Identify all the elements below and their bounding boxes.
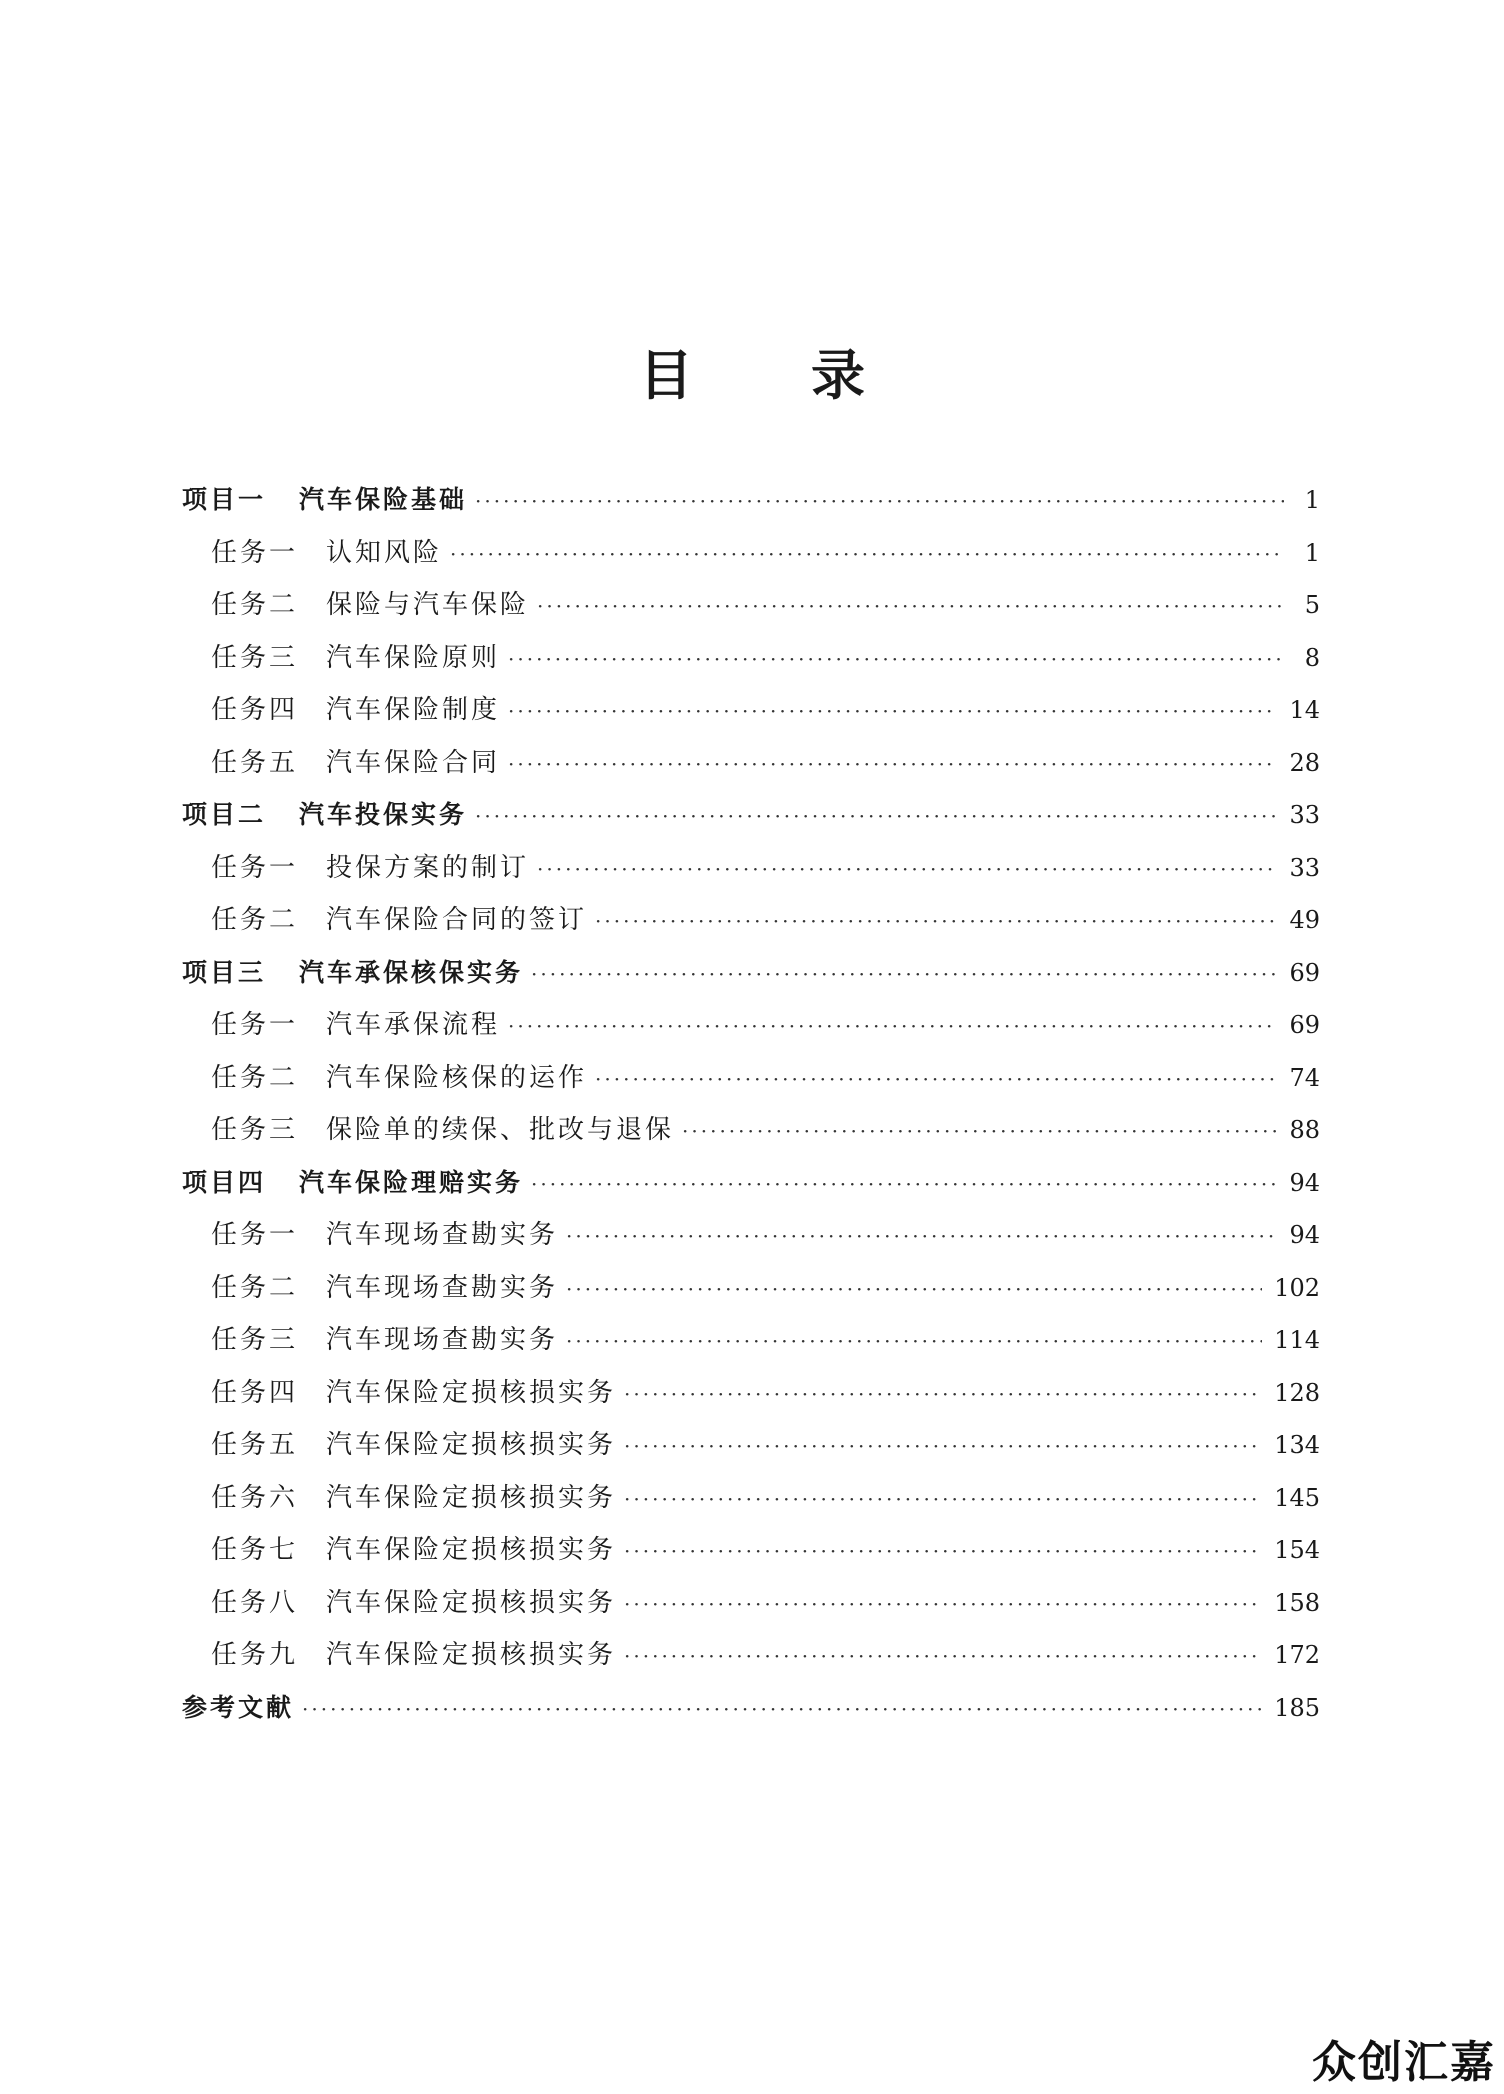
toc-task-entry[interactable] [182,1524,1320,1577]
toc-task-entry[interactable] [182,894,1320,947]
dot-leader [537,843,1277,896]
dot-leader [508,633,1284,686]
dot-leader [682,1105,1277,1158]
dot-leader [475,790,1277,843]
dot-leader [302,1683,1262,1736]
toc-entry-label: 参考文献 [182,1692,295,1722]
toc-task-entry[interactable] [182,1577,1320,1630]
toc-entry-number: 任务六 [211,1482,299,1513]
toc-page-number: 28 [1289,748,1320,777]
toc-task-entry[interactable] [182,1629,1320,1682]
toc-entry-number: 任务八 [211,1587,299,1618]
toc-page-number: 33 [1289,801,1320,829]
toc-entry-label: 保险单的续保、批改与退保 [326,1115,675,1145]
toc-page-number: 128 [1274,1378,1320,1407]
dot-leader [624,1420,1262,1473]
toc-entry-number: 任务三 [211,1325,299,1355]
toc-entry-label: 汽车保险基础 [299,485,468,514]
toc-project-entry[interactable] [182,1682,1320,1735]
table-of-contents [182,474,1320,1734]
dot-leader [508,1000,1277,1053]
toc-entry-number: 任务一 [211,1010,299,1040]
toc-entry-label: 认知风险 [326,537,443,568]
toc-page-number: 134 [1274,1431,1320,1459]
dot-leader [531,948,1277,1001]
dot-leader [475,475,1284,528]
toc-page-number: 102 [1274,1273,1320,1302]
toc-entry-number: 任务二 [211,590,299,620]
dot-leader [508,738,1277,791]
page-title-char-2: 录 [811,344,865,408]
toc-page-number: 14 [1289,696,1320,724]
toc-task-entry[interactable] [182,1262,1320,1315]
toc-page-number: 5 [1304,591,1320,619]
toc-entry-number: 任务二 [211,1062,299,1093]
dot-leader [566,1263,1262,1316]
toc-entry-label: 汽车承保流程 [326,1010,501,1040]
dot-leader [508,685,1277,738]
toc-task-entry[interactable] [182,579,1320,632]
dot-leader [450,528,1284,581]
toc-entry-number: 任务四 [211,1377,299,1408]
toc-page-number: 49 [1289,906,1320,934]
toc-task-entry[interactable] [182,1472,1320,1525]
toc-entry-number: 项目四 [182,1167,267,1197]
toc-entry-number: 任务一 [211,852,299,883]
toc-entry-label: 汽车保险定损核损实务 [326,1482,617,1513]
toc-project-entry[interactable] [182,947,1320,1000]
toc-entry-label: 汽车保险核保的运作 [326,1062,588,1093]
toc-task-entry[interactable] [182,632,1320,685]
toc-page-number: 69 [1289,1011,1320,1039]
dot-leader [624,1368,1262,1421]
toc-task-entry[interactable] [182,1419,1320,1472]
toc-entry-label: 汽车保险定损核损实务 [326,1430,617,1460]
toc-entry-label: 汽车保险合同的签订 [326,905,588,935]
toc-page-number: 33 [1289,853,1320,882]
toc-page-number: 8 [1304,643,1320,672]
toc-page-number: 185 [1274,1693,1320,1722]
toc-entry-label: 汽车保险定损核损实务 [326,1640,617,1670]
toc-entry-number: 任务二 [211,1272,299,1303]
watermark-logo: 众创汇嘉 [1312,2037,1496,2088]
toc-entry-number: 任务三 [211,1115,299,1145]
toc-task-entry[interactable] [182,527,1320,580]
toc-entry-label: 汽车保险定损核损实务 [326,1535,617,1565]
toc-entry-number: 任务二 [211,905,299,935]
dot-leader [624,1578,1262,1631]
dot-leader [624,1473,1262,1526]
toc-page-number: 114 [1274,1326,1320,1354]
toc-entry-number: 任务五 [211,1430,299,1460]
toc-page-number: 74 [1289,1063,1320,1092]
toc-entry-label: 汽车保险合同 [326,747,501,778]
toc-entry-number: 任务九 [211,1640,299,1670]
toc-task-entry[interactable] [182,1367,1320,1420]
toc-page-number: 1 [1304,486,1320,514]
dot-leader [595,895,1277,948]
toc-entry-label: 投保方案的制订 [326,852,530,883]
toc-entry-number: 项目一 [182,485,267,514]
toc-entry-number: 任务一 [211,1220,299,1250]
dot-leader [595,1053,1277,1106]
toc-entry-number: 项目二 [182,800,267,829]
page-title [0,336,1504,416]
dot-leader [624,1525,1262,1578]
toc-entry-label: 汽车现场查勘实务 [326,1325,559,1355]
toc-task-entry[interactable] [182,1209,1320,1262]
toc-entry-number: 任务一 [211,537,299,568]
toc-entry-label: 汽车现场查勘实务 [326,1272,559,1303]
toc-page-number: 69 [1289,958,1320,987]
toc-task-entry[interactable] [182,1104,1320,1157]
toc-entry-label: 汽车承保核保实务 [299,957,524,987]
toc-entry-number: 任务三 [211,642,299,673]
toc-project-entry[interactable] [182,1157,1320,1210]
toc-entry-label: 保险与汽车保险 [326,590,530,620]
toc-task-entry[interactable] [182,1052,1320,1105]
toc-entry-label: 汽车保险定损核损实务 [326,1377,617,1408]
toc-task-entry[interactable] [182,684,1320,737]
toc-page-number: 158 [1274,1588,1320,1617]
dot-leader [624,1630,1262,1683]
toc-page-number: 172 [1274,1641,1320,1669]
toc-task-entry[interactable] [182,842,1320,895]
toc-page-number: 88 [1289,1116,1320,1144]
toc-entry-label: 汽车保险定损核损实务 [326,1587,617,1618]
toc-entry-number: 任务七 [211,1535,299,1565]
toc-page-number: 1 [1304,538,1320,567]
toc-entry-label: 汽车现场查勘实务 [326,1220,559,1250]
toc-entry-number: 任务五 [211,747,299,778]
toc-entry-label: 汽车保险制度 [326,695,501,725]
toc-task-entry[interactable] [182,1314,1320,1367]
dot-leader [566,1210,1277,1263]
toc-entry-label: 汽车保险理赔实务 [299,1167,524,1197]
toc-project-entry[interactable] [182,474,1320,527]
toc-entry-label: 汽车保险原则 [326,642,501,673]
toc-page-number: 145 [1274,1483,1320,1512]
toc-entry-number: 任务四 [211,695,299,725]
toc-task-entry[interactable] [182,737,1320,790]
dot-leader [531,1158,1277,1211]
toc-page-number: 94 [1289,1221,1320,1249]
dot-leader [537,580,1284,633]
toc-page-number: 94 [1289,1168,1320,1197]
toc-project-entry[interactable] [182,789,1320,842]
toc-task-entry[interactable] [182,999,1320,1052]
toc-entry-label: 汽车投保实务 [299,800,468,829]
page-title-char-1: 目 [639,344,693,408]
toc-entry-number: 项目三 [182,957,267,987]
dot-leader [566,1315,1262,1368]
toc-page-number: 154 [1274,1536,1320,1564]
